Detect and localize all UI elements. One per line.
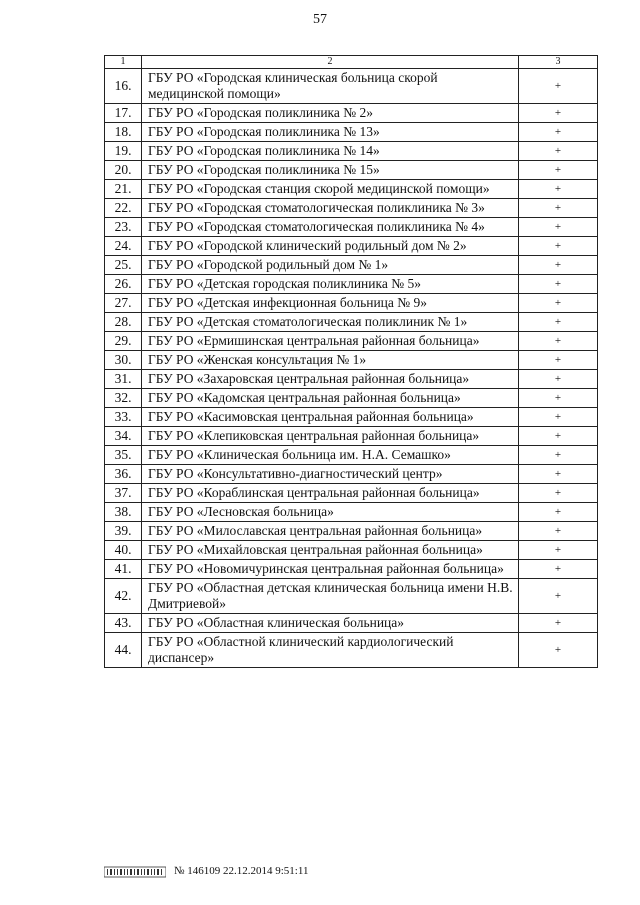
- presence-mark: +: [519, 199, 598, 218]
- presence-mark: +: [519, 142, 598, 161]
- presence-mark: +: [519, 161, 598, 180]
- institution-name: ГБУ РО «Городская поликлиника № 13»: [142, 123, 519, 142]
- row-number: 33.: [105, 408, 142, 427]
- table-row: [105, 142, 598, 161]
- row-number: 28.: [105, 313, 142, 332]
- table-row: [105, 465, 598, 484]
- header-col-1: 1: [105, 56, 142, 69]
- row-number: 26.: [105, 275, 142, 294]
- presence-mark: +: [519, 522, 598, 541]
- institution-name: ГБУ РО «Городской клинический родильный дом № 2»: [142, 237, 519, 256]
- institution-name: ГБУ РО «Ермишинская центральная районная больница»: [142, 332, 519, 351]
- institution-name: ГБУ РО «Касимовская центральная районная больница»: [142, 408, 519, 427]
- row-number: 30.: [105, 351, 142, 370]
- table-row: [105, 408, 598, 427]
- institution-name: ГБУ РО «Кадомская центральная районная больница»: [142, 389, 519, 408]
- document-footer: [104, 855, 404, 883]
- table-row: [105, 123, 598, 142]
- institution-name: ГБУ РО «Лесновская больница»: [142, 503, 519, 522]
- presence-mark: +: [519, 484, 598, 503]
- table-row: [105, 332, 598, 351]
- institution-name: ГБУ РО «Женская консультация № 1»: [142, 351, 519, 370]
- presence-mark: +: [519, 465, 598, 484]
- presence-mark: +: [519, 332, 598, 351]
- table-row: [105, 351, 598, 370]
- table-row: [105, 237, 598, 256]
- table-row: [105, 69, 598, 104]
- row-number: 42.: [105, 579, 142, 614]
- presence-mark: +: [519, 370, 598, 389]
- table-row: [105, 370, 598, 389]
- presence-mark: +: [519, 313, 598, 332]
- row-number: 23.: [105, 218, 142, 237]
- table-row: [105, 161, 598, 180]
- row-number: 31.: [105, 370, 142, 389]
- presence-mark: +: [519, 408, 598, 427]
- table-row: [105, 541, 598, 560]
- table-row: [105, 313, 598, 332]
- presence-mark: +: [519, 560, 598, 579]
- institution-name: ГБУ РО «Михайловская центральная районная больница»: [142, 541, 519, 560]
- institution-name: ГБУ РО «Областная клиническая больница»: [142, 614, 519, 633]
- row-number: 21.: [105, 180, 142, 199]
- institution-name: ГБУ РО «Клиническая больница им. Н.А. Семашко»: [142, 446, 519, 465]
- presence-mark: +: [519, 427, 598, 446]
- row-number: 37.: [105, 484, 142, 503]
- row-number: 27.: [105, 294, 142, 313]
- table-row: [105, 256, 598, 275]
- presence-mark: +: [519, 123, 598, 142]
- institution-name: ГБУ РО «Областной клинический кардиологический диспансер»: [142, 633, 519, 668]
- institution-name: ГБУ РО «Городская поликлиника № 14»: [142, 142, 519, 161]
- presence-mark: +: [519, 180, 598, 199]
- row-number: 25.: [105, 256, 142, 275]
- institution-name: ГБУ РО «Городская стоматологическая поликлиника № 3»: [142, 199, 519, 218]
- presence-mark: +: [519, 614, 598, 633]
- table-body: [105, 69, 598, 668]
- table-header-row: [105, 56, 598, 69]
- presence-mark: +: [519, 275, 598, 294]
- row-number: 24.: [105, 237, 142, 256]
- row-number: 34.: [105, 427, 142, 446]
- table-row: [105, 199, 598, 218]
- table-row: [105, 275, 598, 294]
- institution-name: ГБУ РО «Городская поликлиника № 2»: [142, 104, 519, 123]
- presence-mark: +: [519, 218, 598, 237]
- table-row: [105, 484, 598, 503]
- presence-mark: +: [519, 237, 598, 256]
- table-row: [105, 180, 598, 199]
- institution-name: ГБУ РО «Областная детская клиническая больница имени Н.В. Дмитриевой»: [142, 579, 519, 614]
- table-row: [105, 427, 598, 446]
- row-number: 17.: [105, 104, 142, 123]
- row-number: 35.: [105, 446, 142, 465]
- institution-name: ГБУ РО «Городской родильный дом № 1»: [142, 256, 519, 275]
- header-col-2: 2: [142, 56, 519, 69]
- institution-name: ГБУ РО «Детская инфекционная больница № 9»: [142, 294, 519, 313]
- row-number: 20.: [105, 161, 142, 180]
- institution-name: ГБУ РО «Кораблинская центральная районная больница»: [142, 484, 519, 503]
- table-row: [105, 614, 598, 633]
- table-row: [105, 503, 598, 522]
- institution-name: ГБУ РО «Детская стоматологическая поликлиник № 1»: [142, 313, 519, 332]
- header-col-3: 3: [519, 56, 598, 69]
- table-row: [105, 294, 598, 313]
- presence-mark: +: [519, 503, 598, 522]
- row-number: 32.: [105, 389, 142, 408]
- table-row: [105, 560, 598, 579]
- presence-mark: +: [519, 541, 598, 560]
- row-number: 39.: [105, 522, 142, 541]
- table-row: [105, 446, 598, 465]
- institution-name: ГБУ РО «Городская поликлиника № 15»: [142, 161, 519, 180]
- table-row: [105, 104, 598, 123]
- presence-mark: +: [519, 633, 598, 668]
- institution-name: ГБУ РО «Новомичуринская центральная районная больница»: [142, 560, 519, 579]
- row-number: 18.: [105, 123, 142, 142]
- table-row: [105, 522, 598, 541]
- row-number: 22.: [105, 199, 142, 218]
- presence-mark: +: [519, 389, 598, 408]
- presence-mark: +: [519, 69, 598, 104]
- row-number: 43.: [105, 614, 142, 633]
- row-number: 44.: [105, 633, 142, 668]
- row-number: 41.: [105, 560, 142, 579]
- institution-name: ГБУ РО «Захаровская центральная районная больница»: [142, 370, 519, 389]
- document-stamp: № 146109 22.12.2014 9:51:11: [174, 865, 309, 877]
- institution-name: ГБУ РО «Консультативно-диагностический центр»: [142, 465, 519, 484]
- institution-name: ГБУ РО «Милославская центральная районная больница»: [142, 522, 519, 541]
- table-row: [105, 389, 598, 408]
- institution-name: ГБУ РО «Клепиковская центральная районная больница»: [142, 427, 519, 446]
- page-number: 57: [313, 12, 327, 27]
- presence-mark: +: [519, 579, 598, 614]
- row-number: 16.: [105, 69, 142, 104]
- institution-name: ГБУ РО «Детская городская поликлиника № 5»: [142, 275, 519, 294]
- table-row: [105, 579, 598, 614]
- row-number: 19.: [105, 142, 142, 161]
- presence-mark: +: [519, 446, 598, 465]
- presence-mark: +: [519, 351, 598, 370]
- table-row: [105, 218, 598, 237]
- row-number: 40.: [105, 541, 142, 560]
- presence-mark: +: [519, 294, 598, 313]
- presence-mark: +: [519, 256, 598, 275]
- row-number: 38.: [105, 503, 142, 522]
- institutions-table: [104, 55, 598, 668]
- institution-name: ГБУ РО «Городская клиническая больница скорой медицинской помощи»: [142, 69, 519, 104]
- table-row: [105, 633, 598, 668]
- institution-name: ГБУ РО «Городская стоматологическая поликлиника № 4»: [142, 218, 519, 237]
- institution-name: ГБУ РО «Городская станция скорой медицинской помощи»: [142, 180, 519, 199]
- presence-mark: +: [519, 104, 598, 123]
- row-number: 36.: [105, 465, 142, 484]
- barcode-icon: [104, 863, 166, 879]
- row-number: 29.: [105, 332, 142, 351]
